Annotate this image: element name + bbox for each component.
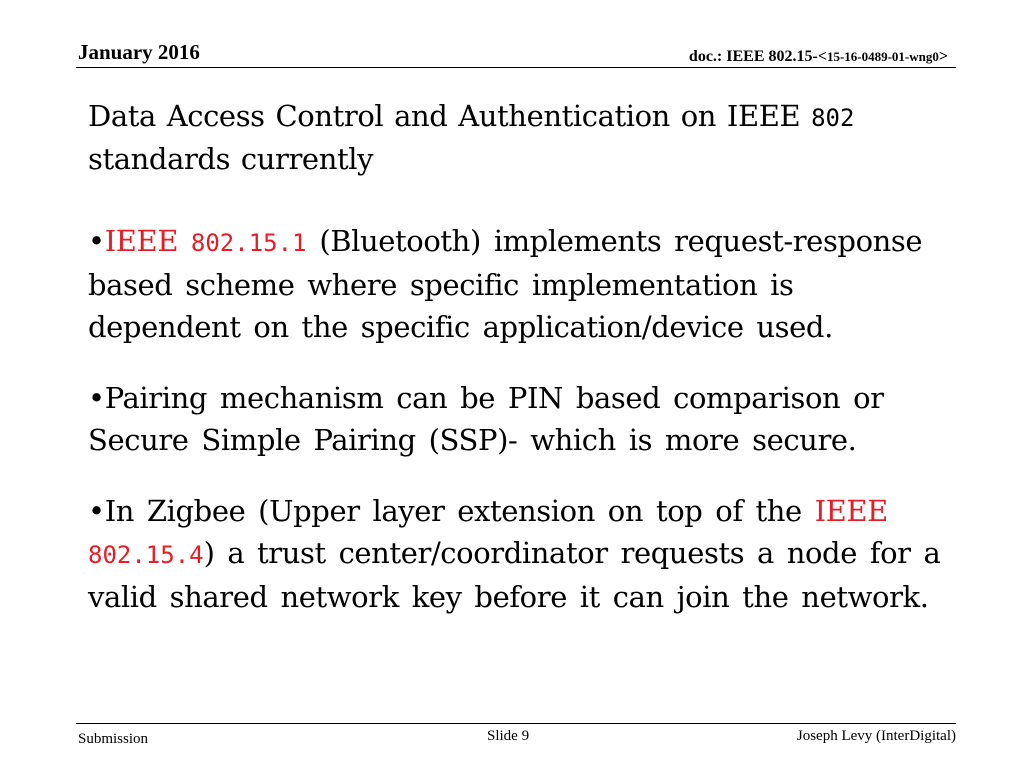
slide-title-line2: standards currently xyxy=(88,142,374,176)
slide-body xyxy=(88,220,943,647)
footer-submission: Submission xyxy=(78,731,149,747)
footer-author: Joseph Levy (InterDigital) xyxy=(796,728,956,744)
bullet-bluetooth xyxy=(88,220,943,348)
bullet-text: (Bluetooth) implements request-response based scheme where specific implementation is dependent on the specific application/device used. xyxy=(88,224,923,344)
header-divider xyxy=(76,67,956,68)
slide-title-number: 802 xyxy=(811,104,855,132)
bullet-text-post: ) a trust center/coordinator requests a node for a valid shared network key before it can join the network. xyxy=(88,536,941,614)
ieee-standard-number: 802.15.1 xyxy=(190,229,307,257)
bullet-marker: • xyxy=(88,224,105,258)
header-date: January 2016 xyxy=(78,40,200,64)
bullet-text: Pairing mechanism can be PIN based comparison or Secure Simple Pairing (SSP)- which is more secure. xyxy=(88,381,884,457)
slide-title xyxy=(88,96,938,180)
bullet-marker: • xyxy=(88,494,105,528)
ieee-standard-word: IEEE xyxy=(104,224,191,258)
document-id-suffix: > xyxy=(938,48,948,65)
bullet-zigbee xyxy=(88,490,943,618)
bullet-text-pre: In Zigbee (Upper layer extension on top of the xyxy=(104,494,815,528)
footer-divider xyxy=(76,723,956,724)
slide-title-text: Data Access Control and Authentication on IEEE xyxy=(88,99,812,133)
ieee-standard-number: 802.15.4 xyxy=(88,541,204,569)
slide-number: Slide 9 xyxy=(487,728,530,744)
document-id xyxy=(689,48,948,66)
document-id-prefix: doc.: IEEE 802.15-< xyxy=(688,48,827,65)
bullet-pairing xyxy=(88,377,943,461)
ieee-standard-word: IEEE xyxy=(814,494,888,528)
document-number: 15-16-0489-01-wng0 xyxy=(826,49,939,64)
bullet-marker: • xyxy=(88,381,105,415)
